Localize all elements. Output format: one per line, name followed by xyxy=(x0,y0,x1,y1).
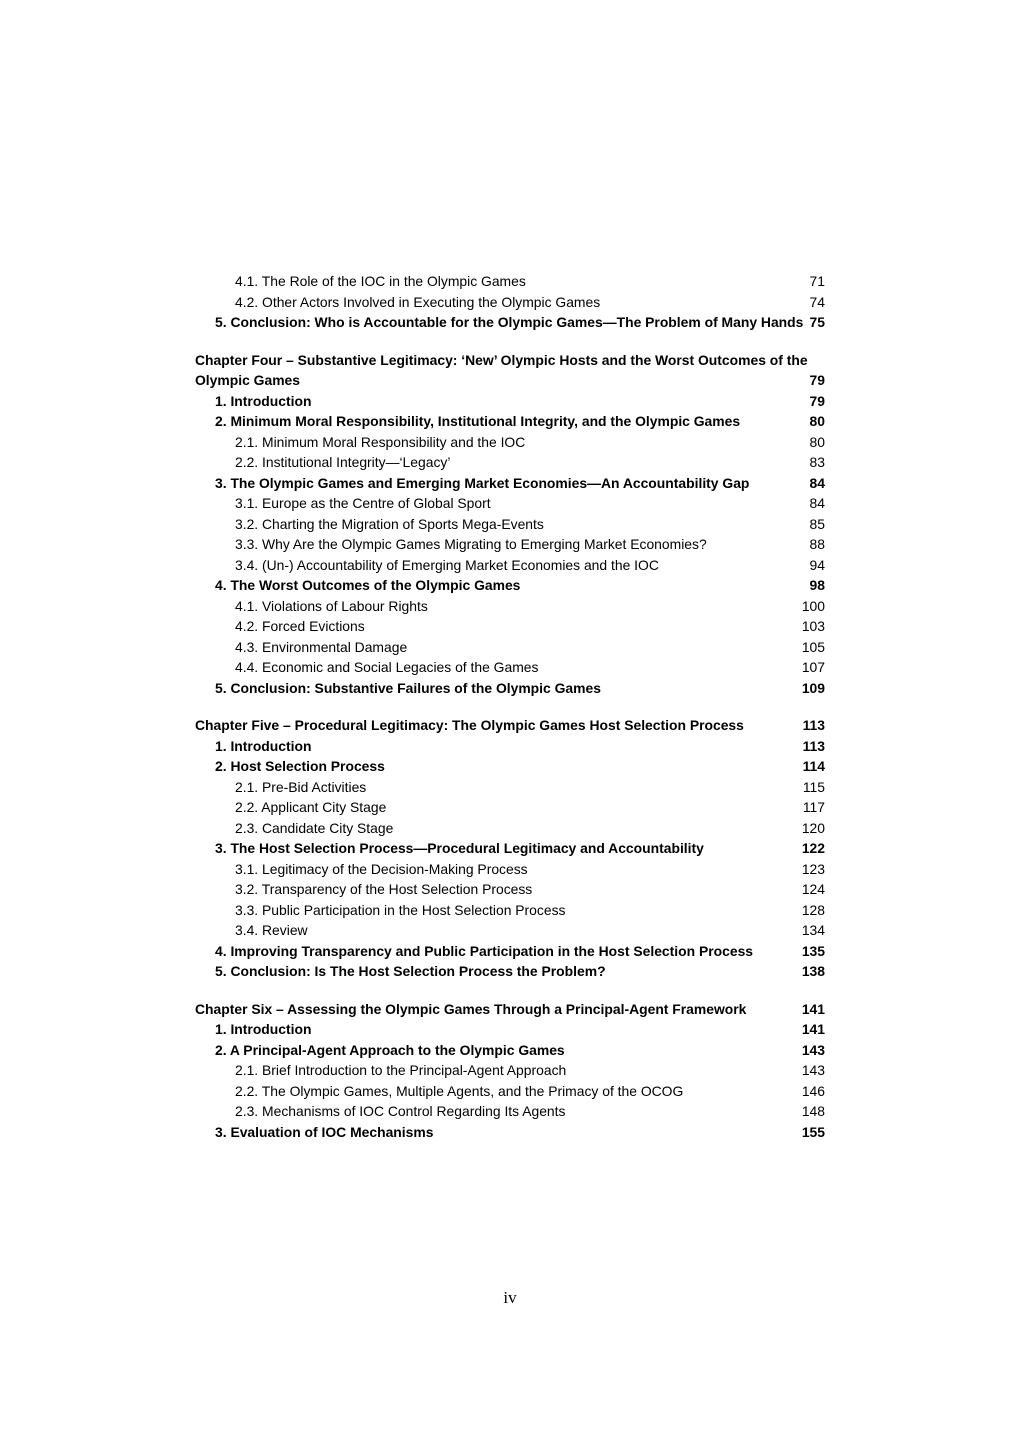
toc-entry-page-number: 113 xyxy=(802,717,825,733)
toc-entry-page-number: 148 xyxy=(801,1103,825,1119)
toc-entry-title: 2.3. Candidate City Stage xyxy=(235,819,394,836)
toc-entry-page-number: 113 xyxy=(802,737,825,754)
toc-entry-title: Chapter Five – Procedural Legitimacy: The Olympic Games Host Selection Process xyxy=(195,717,744,733)
toc-entry xyxy=(195,920,825,941)
toc-entry-title: 4.3. Environmental Damage xyxy=(235,638,408,655)
toc-entry-page-number: 74 xyxy=(809,293,825,310)
toc-entry xyxy=(195,473,825,494)
toc-entry-page-number: 109 xyxy=(801,679,825,696)
toc-entry xyxy=(195,756,825,777)
toc-entry xyxy=(195,777,825,798)
toc-entry-page-number: 141 xyxy=(801,1000,825,1017)
toc-entry-title: 3. Evaluation of IOC Mechanisms xyxy=(215,1123,434,1140)
toc-chapter-entry xyxy=(195,999,825,1020)
toc-entry-title: 3.2. Charting the Migration of Sports Mega-Events xyxy=(235,515,544,532)
toc-entry-page-number: 75 xyxy=(809,314,825,330)
toc-entry-page-number: 134 xyxy=(801,922,825,938)
toc-entry xyxy=(195,1040,825,1061)
toc-entry xyxy=(195,1060,825,1081)
toc-entry-page-number: 84 xyxy=(809,474,825,491)
toc-chapter-entry xyxy=(195,715,825,736)
toc-entry-page-number: 123 xyxy=(801,860,825,877)
toc-entry xyxy=(195,838,825,859)
folio-page-number: iv xyxy=(503,1288,517,1307)
toc-entry xyxy=(195,1101,825,1122)
toc-entry xyxy=(195,555,825,576)
toc-entry-page-number: 85 xyxy=(809,515,825,532)
toc-entry-title: 4.1. The Role of the IOC in the Olympic Games xyxy=(235,273,526,289)
toc-entry xyxy=(195,312,825,333)
toc-entry-title: 2. Host Selection Process xyxy=(215,758,385,774)
toc-entry-title: 1. Introduction xyxy=(215,1021,312,1037)
toc-entry-title: 2.2. Institutional Integrity—‘Legacy’ xyxy=(235,454,451,470)
toc-entry-title: 2.1. Minimum Moral Responsibility and the IOC xyxy=(235,433,526,450)
toc-entry-title: 1. Introduction xyxy=(215,737,312,754)
toc-entry-page-number: 105 xyxy=(801,638,825,655)
toc-entry-page-number: 146 xyxy=(801,1082,825,1099)
toc-entry xyxy=(195,391,825,412)
toc-entry-title: 5. Conclusion: Who is Accountable for the Olympic Games—The Problem of Many Hands xyxy=(215,314,804,330)
toc-entry-page-number: 124 xyxy=(801,881,825,897)
toc-entry xyxy=(195,678,825,699)
toc-entry-title: 1. Introduction xyxy=(215,392,312,409)
toc-entry-page-number: 83 xyxy=(809,454,825,470)
toc-entry-title: 5. Conclusion: Is The Host Selection Process the Problem? xyxy=(215,963,606,979)
toc-entry xyxy=(195,1122,825,1143)
toc-entry xyxy=(195,493,825,514)
toc-entry-title: 3.4. Review xyxy=(235,922,308,938)
toc-entry-page-number: 120 xyxy=(801,819,825,836)
page-footer xyxy=(0,1288,1020,1308)
toc-entry-page-number: 117 xyxy=(802,799,825,815)
toc-entry-title: 2.2. Applicant City Stage xyxy=(235,799,387,815)
toc-entry-page-number: 80 xyxy=(809,433,825,450)
toc-entry-page-number: 141 xyxy=(801,1021,825,1037)
toc-entry-title: 4.2. Other Actors Involved in Executing the Olympic Games xyxy=(235,293,601,310)
toc-entry xyxy=(195,271,825,292)
toc-entry xyxy=(195,797,825,818)
toc-entry-page-number: 128 xyxy=(801,901,825,918)
toc-entry-title: 4. Improving Transparency and Public Participation in the Host Selection Process xyxy=(215,942,754,959)
toc-entry xyxy=(195,879,825,900)
toc-entry-title: 2. A Principal-Agent Approach to the Olympic Games xyxy=(215,1041,565,1058)
toc-entry-page-number: 135 xyxy=(801,942,825,959)
toc-entry-page-number: 98 xyxy=(809,577,825,593)
toc-entry-page-number: 143 xyxy=(801,1062,825,1078)
toc-section xyxy=(195,999,825,1143)
toc-entry-page-number: 122 xyxy=(801,840,825,856)
toc-entry-page-number: 79 xyxy=(809,392,825,409)
toc-entry-page-number: 115 xyxy=(802,778,825,795)
toc-entry-page-number: 71 xyxy=(809,273,825,289)
toc-entry-page-number: 107 xyxy=(801,659,825,675)
table-of-contents xyxy=(195,271,825,1159)
toc-entry-title: 3.3. Public Participation in the Host Selection Process xyxy=(235,901,566,918)
toc-entry-page-number: 79 xyxy=(809,372,825,388)
toc-entry-title: Chapter Four – Substantive Legitimacy: ‘New’ Olympic Hosts and the Worst Outcomes of the Olympic Games xyxy=(195,351,808,388)
toc-entry-title: 4.1. Violations of Labour Rights xyxy=(235,597,428,614)
toc-entry xyxy=(195,596,825,617)
toc-entry xyxy=(195,1019,825,1040)
toc-entry xyxy=(195,1081,825,1102)
toc-entry xyxy=(195,657,825,678)
toc-entry xyxy=(195,432,825,453)
toc-entry-title: 2.2. The Olympic Games, Multiple Agents, and the Primacy of the OCOG xyxy=(235,1082,684,1099)
toc-entry-page-number: 138 xyxy=(801,963,825,979)
toc-entry-title: 4.4. Economic and Social Legacies of the Games xyxy=(235,659,539,675)
toc-entry-title: 3.4. (Un-) Accountability of Emerging Market Economies and the IOC xyxy=(235,556,659,573)
toc-chapter-entry xyxy=(195,350,825,391)
toc-entry xyxy=(195,575,825,596)
toc-entry-title: 2.1. Brief Introduction to the Principal-Agent Approach xyxy=(235,1062,567,1078)
toc-entry-title: 3.2. Transparency of the Host Selection Process xyxy=(235,881,533,897)
toc-entry-page-number: 94 xyxy=(809,556,825,573)
toc-entry-title: 3. The Olympic Games and Emerging Market Economies—An Accountability Gap xyxy=(215,474,750,491)
toc-entry xyxy=(195,818,825,839)
toc-entry xyxy=(195,452,825,473)
toc-entry xyxy=(195,411,825,432)
toc-entry xyxy=(195,514,825,535)
toc-entry-page-number: 80 xyxy=(809,413,825,429)
toc-entry-title: 2. Minimum Moral Responsibility, Institutional Integrity, and the Olympic Games xyxy=(215,413,741,429)
toc-entry-title: 3.1. Europe as the Centre of Global Sport xyxy=(235,495,491,511)
toc-entry-page-number: 155 xyxy=(801,1123,825,1140)
toc-entry-page-number: 143 xyxy=(801,1041,825,1058)
toc-section xyxy=(195,350,825,699)
toc-entry-page-number: 88 xyxy=(809,536,825,552)
toc-entry-title: Chapter Six – Assessing the Olympic Games Through a Principal-Agent Framework xyxy=(195,1000,747,1017)
toc-entry-page-number: 100 xyxy=(801,597,825,614)
toc-entry xyxy=(195,637,825,658)
toc-entry-title: 3.3. Why Are the Olympic Games Migrating to Emerging Market Economies? xyxy=(235,536,707,552)
toc-entry xyxy=(195,961,825,982)
toc-entry-page-number: 84 xyxy=(809,495,825,511)
toc-entry-title: 3. The Host Selection Process—Procedural Legitimacy and Accountability xyxy=(215,840,704,856)
toc-entry-title: 2.3. Mechanisms of IOC Control Regarding Its Agents xyxy=(235,1103,566,1119)
toc-entry xyxy=(195,616,825,637)
toc-entry-title: 3.1. Legitimacy of the Decision-Making Process xyxy=(235,860,528,877)
toc-entry xyxy=(195,736,825,757)
toc-entry-title: 2.1. Pre-Bid Activities xyxy=(235,778,367,795)
toc-entry-title: 5. Conclusion: Substantive Failures of the Olympic Games xyxy=(215,679,601,696)
toc-entry xyxy=(195,859,825,880)
toc-entry xyxy=(195,534,825,555)
toc-section xyxy=(195,715,825,982)
toc-entry xyxy=(195,941,825,962)
toc-entry xyxy=(195,292,825,313)
toc-section xyxy=(195,271,825,333)
toc-entry-title: 4.2. Forced Evictions xyxy=(235,618,365,634)
toc-entry-page-number: 114 xyxy=(802,758,825,774)
toc-entry xyxy=(195,900,825,921)
toc-entry-page-number: 103 xyxy=(801,618,825,634)
toc-entry-title: 4. The Worst Outcomes of the Olympic Games xyxy=(215,577,521,593)
